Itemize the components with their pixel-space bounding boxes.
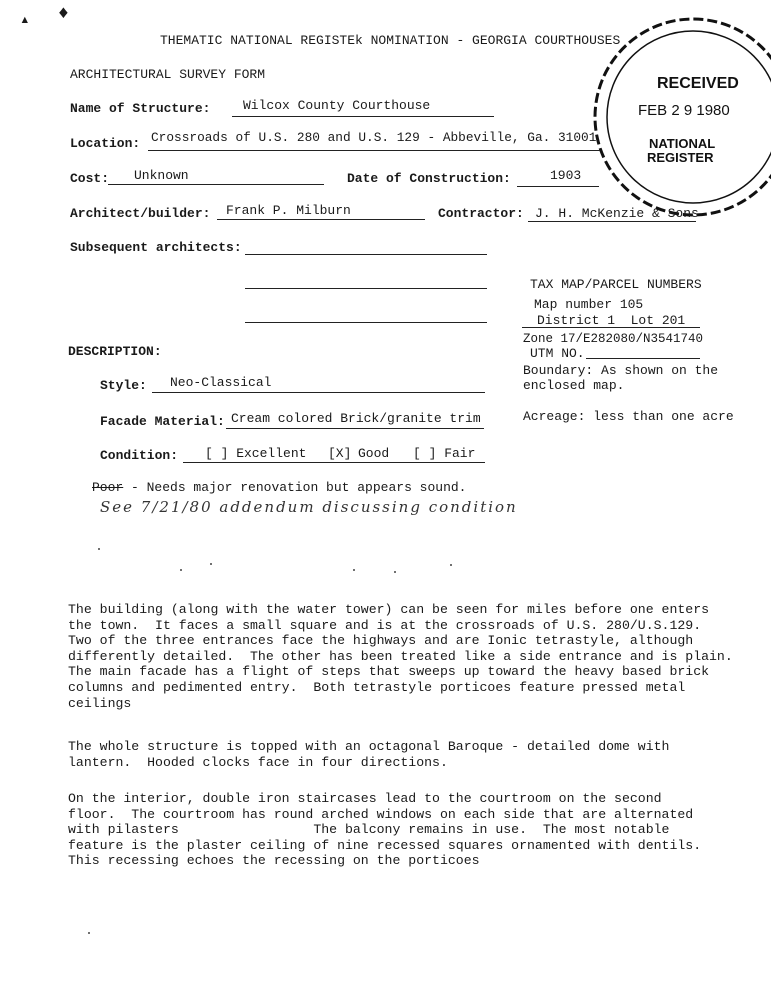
poor-text: - Needs major renovation but appears sound. [123,480,467,495]
acreage: Acreage: less than one acre [523,409,734,424]
received-stamp [575,15,771,225]
body-paragraph-2 [68,739,718,770]
cost-underline [108,184,324,185]
utm-label: UTM NO. [530,346,585,361]
cost-value: Unknown [134,168,189,183]
architect-underline [217,219,425,220]
body-line: feature is the plaster ceiling of nine recessed squares ornamented with dentils. [68,837,702,853]
tax-map-zone: Zone 17/E282080/N3541740 [523,332,704,346]
scan-speck [180,569,182,571]
boundary-line-1: Boundary: As shown on the [523,363,719,378]
architect-label: Architect/builder: [70,206,211,221]
contractor-underline [528,221,696,222]
contractor-label: Contractor: [438,206,524,221]
condition-excellent: [ ] Excellent [205,446,307,461]
location-value: Crossroads of U.S. 280 and U.S. 129 - Abbeville, Ga. 31001 [151,130,597,145]
subsequent-line-1 [245,254,487,255]
date-label: Date of Construction: [347,171,511,186]
date-value: 1903 [550,168,582,183]
body-line: columns and pedimented entry. Both tetrastyle porticoes feature pressed metal [68,679,686,695]
body-line: ceilings [68,695,132,711]
body-line: the town. It faces a small square and is at the crossroads of U.S. 280/U.S.129. [68,617,702,633]
description-heading: DESCRIPTION: [68,344,162,359]
scan-speck [450,564,452,566]
location-underline [148,150,600,151]
condition-good-box: [X] [328,446,352,461]
facade-underline [226,428,484,429]
form-title: THEMATIC NATIONAL REGISTEk NOMINATION - GEORGIA COURTHOUSES [160,33,621,48]
subsequent-line-2 [245,288,487,289]
boundary-line-2: enclosed map. [523,378,625,393]
body-line: lantern. Hooded clocks face in four directions. [68,754,448,770]
scan-speck [98,548,100,550]
poor-word: Poor [92,480,124,495]
body-line: The main facade has a flight of steps that sweeps up toward the heavy based brick [68,664,710,680]
location-label: Location: [70,136,141,151]
name-label: Name of Structure: [70,101,211,116]
stamp-register: REGISTER [647,150,714,165]
style-value: Neo-Classical [170,375,272,390]
tax-map-district: District 1 Lot 201 [537,313,686,328]
architect-value: Frank P. Milburn [226,203,351,218]
condition-good: Good [358,446,390,461]
scan-speck [88,932,90,934]
corner-mark: ▴ [20,11,30,29]
style-label: Style: [100,378,147,393]
condition-underline [183,462,485,463]
condition-poor [92,481,466,494]
tax-map-heading: TAX MAP/PARCEL NUMBERS [530,277,702,292]
subsequent-label: Subsequent architects: [70,240,242,255]
body-line: On the interior, double iron staircases lead to the courtroom on the second [68,791,662,806]
stamp-date: FEB 2 9 1980 [638,102,730,119]
facade-value: Cream colored Brick/granite trim [231,411,481,426]
corner-mark: ♦ [58,4,69,24]
body-line: The whole structure is topped with an octagonal Baroque - detailed dome with [68,739,670,754]
body-line: differently detailed. The other has been treated like a side entrance and is plain. [68,648,733,664]
stamp-received: RECEIVED [657,75,739,92]
district-underline [522,327,700,328]
body-paragraph-3 [68,791,718,869]
date-underline [517,186,599,187]
form-name: ARCHITECTURAL SURVEY FORM [70,67,266,82]
scan-speck [353,569,355,571]
tax-map-number: Map number 105 [534,297,644,312]
subsequent-line-3 [245,322,487,323]
name-underline [232,116,494,117]
utm-underline [586,358,700,359]
body-line: floor. The courtroom has round arched windows on each side that are alternated [68,806,694,822]
scan-speck [394,571,396,573]
handwritten-note: See 7/21/80 addendum discussing condition [100,498,518,516]
stamp-national: NATIONAL [649,136,716,151]
facade-label: Facade Material: [100,414,225,429]
condition-label: Condition: [100,448,179,463]
style-underline [152,392,485,393]
body-line: This recessing echoes the recessing on the porticoes [68,853,480,869]
name-value: Wilcox County Courthouse [243,98,431,113]
scan-speck [210,563,212,565]
body-line: with pilasters The balcony remains in use. The most notable [68,822,670,838]
body-line: The building (along with the water tower) can be seen for miles before one enters [68,602,710,617]
contractor-value: J. H. McKenzie & Sons [535,206,699,221]
condition-fair: [ ] Fair [413,446,476,461]
body-line: Two of the three entrances face the highways and are Ionic tetrastyle, although [68,633,694,649]
cost-label: Cost: [70,171,110,186]
body-paragraph-1 [68,602,733,711]
